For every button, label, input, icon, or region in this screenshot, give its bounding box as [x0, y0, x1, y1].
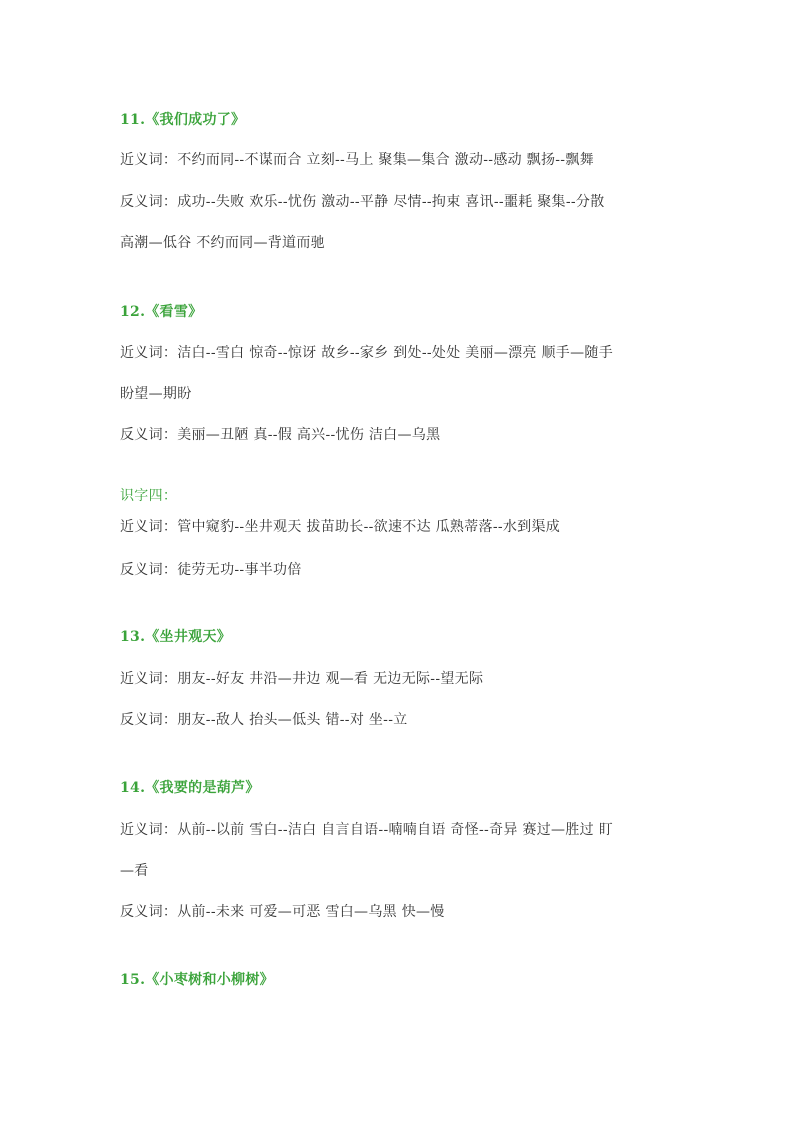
section-title-shizi-4: 识字四：	[120, 488, 178, 504]
antonym-line: 反义词：从前--未来 可爱—可恶 雪白—乌黑 快—慢	[120, 904, 445, 920]
section-title-14: 14.《我要的是葫芦》	[120, 780, 260, 796]
antonym-line: 反义词：朋友--敌人 抬头—低头 错--对 坐--立	[120, 712, 408, 728]
synonym-line: 近义词：洁白--雪白 惊奇--惊讶 故乡--家乡 到处--处处 美丽—漂亮 顺手—随手	[120, 345, 613, 361]
synonym-line-continued: 盼望—期盼	[120, 386, 192, 402]
synonym-line: 近义词：朋友--好友 井沿—井边 观—看 无边无际--望无际	[120, 671, 484, 687]
antonym-line-continued: 高潮—低谷 不约而同—背道而驰	[120, 235, 325, 251]
synonym-line: 近义词：管中窥豹--坐井观天 拔苗助长--欲速不达 瓜熟蒂落--水到渠成	[120, 519, 561, 535]
section-title-12: 12.《看雪》	[120, 304, 203, 320]
antonym-line: 反义词：徒劳无功--事半功倍	[120, 562, 302, 578]
synonym-line: 近义词：不约而同--不谋而合 立刻--马上 聚集—集合 激动--感动 飘扬--飘舞	[120, 152, 594, 168]
synonym-line-continued: —看	[120, 863, 149, 879]
antonym-line: 反义词：美丽—丑陋 真--假 高兴--忧伤 洁白—乌黑	[120, 427, 441, 443]
section-title-15: 15.《小枣树和小柳树》	[120, 972, 274, 988]
antonym-line: 反义词：成功--失败 欢乐--忧伤 激动--平静 尽情--拘束 喜讯--噩耗 聚集--分散	[120, 194, 605, 210]
section-title-13: 13.《坐井观天》	[120, 629, 232, 645]
synonym-line: 近义词：从前--以前 雪白--洁白 自言自语--喃喃自语 奇怪--奇异 赛过—胜过 盯	[120, 822, 613, 838]
section-title-11: 11.《我们成功了》	[120, 112, 246, 128]
